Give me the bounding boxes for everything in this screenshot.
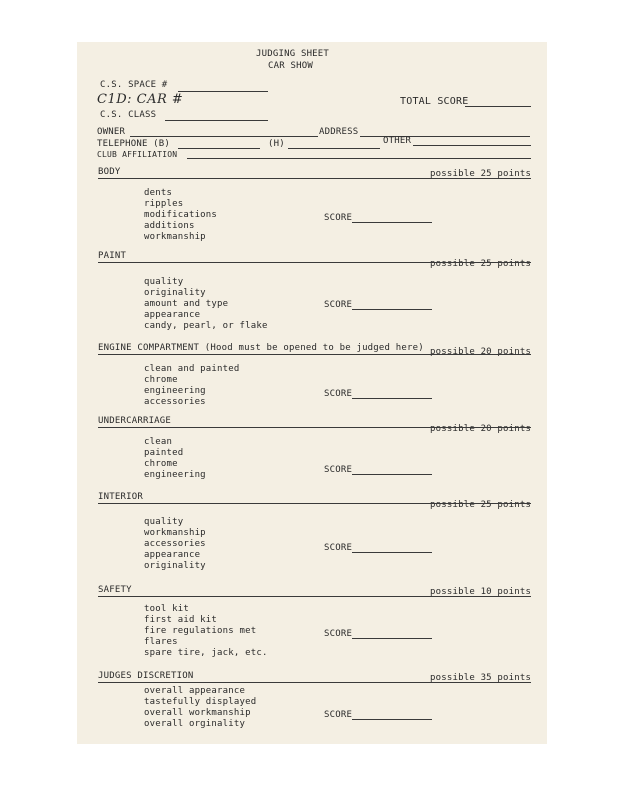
section-rule xyxy=(98,178,531,179)
score-line xyxy=(352,638,432,639)
criteria-item: dents xyxy=(144,188,173,198)
criteria-item: additions xyxy=(144,221,195,231)
criteria-item: engineering xyxy=(144,386,206,396)
section-title: ENGINE COMPARTMENT (Hood must be opened to be judged here) xyxy=(98,343,424,353)
section-rule xyxy=(98,262,531,263)
sheet-title: JUDGING SHEET xyxy=(256,49,330,59)
criteria-item: accessories xyxy=(144,539,206,549)
score-line xyxy=(352,398,432,399)
telephone-b-line xyxy=(178,148,260,149)
criteria-item: amount and type xyxy=(144,299,229,309)
section-title: INTERIOR xyxy=(98,492,143,502)
section-points: possible 10 points xyxy=(430,587,532,597)
criteria-item: tastefully displayed xyxy=(144,697,257,707)
total-score-label: TOTAL SCORE xyxy=(400,96,469,107)
criteria-item: candy, pearl, or flake xyxy=(144,321,268,331)
criteria-item: chrome xyxy=(144,375,178,385)
cs-space-line xyxy=(178,91,268,92)
criteria-item: clean xyxy=(144,437,173,447)
criteria-item: quality xyxy=(144,277,184,287)
club-affiliation-label: CLUB AFFILIATION xyxy=(97,150,178,159)
criteria-item: appearance xyxy=(144,550,201,560)
club-affiliation-line xyxy=(187,158,531,159)
score-label: SCORE xyxy=(324,543,353,553)
section-title: UNDERCARRIAGE xyxy=(98,416,172,426)
criteria-item: overall orginality xyxy=(144,719,246,729)
criteria-item: spare tire, jack, etc. xyxy=(144,648,268,658)
section-rule xyxy=(98,427,531,428)
criteria-item: originality xyxy=(144,288,206,298)
section-points: possible 25 points xyxy=(430,259,532,269)
criteria-item: originality xyxy=(144,561,206,571)
section-title: BODY xyxy=(98,167,121,177)
other-line xyxy=(413,145,531,146)
score-label: SCORE xyxy=(324,389,353,399)
score-label: SCORE xyxy=(324,213,353,223)
criteria-item: flares xyxy=(144,637,178,647)
criteria-item: appearance xyxy=(144,310,201,320)
criteria-item: first aid kit xyxy=(144,615,218,625)
section-points: possible 35 points xyxy=(430,673,532,683)
cs-class-line xyxy=(165,120,268,121)
criteria-item: fire regulations met xyxy=(144,626,257,636)
telephone-h-line xyxy=(288,148,380,149)
score-line xyxy=(352,552,432,553)
cs-class-label: C.S. CLASS xyxy=(100,110,157,120)
section-rule xyxy=(98,354,531,355)
criteria-item: overall appearance xyxy=(144,686,246,696)
sheet-subtitle: CAR SHOW xyxy=(268,61,313,71)
cs-space-label: C.S. SPACE # xyxy=(100,80,168,90)
section-points: possible 20 points xyxy=(430,424,532,434)
section-points: possible 25 points xyxy=(430,500,532,510)
criteria-item: painted xyxy=(144,448,184,458)
criteria-item: workmanship xyxy=(144,232,206,242)
criteria-item: accessories xyxy=(144,397,206,407)
score-label: SCORE xyxy=(324,300,353,310)
handwritten-entry: C1D: CAR # xyxy=(97,92,184,107)
score-line xyxy=(352,309,432,310)
total-score-line xyxy=(465,106,531,107)
section-title: PAINT xyxy=(98,251,127,261)
criteria-item: ripples xyxy=(144,199,184,209)
section-rule xyxy=(98,596,531,597)
criteria-item: overall workmanship xyxy=(144,708,251,718)
criteria-item: chrome xyxy=(144,459,178,469)
score-label: SCORE xyxy=(324,629,353,639)
criteria-item: workmanship xyxy=(144,528,206,538)
telephone-h-label: (H) xyxy=(268,139,285,149)
criteria-item: quality xyxy=(144,517,184,527)
section-points: possible 25 points xyxy=(430,169,532,179)
telephone-label: TELEPHONE (B) xyxy=(97,139,171,149)
score-line xyxy=(352,719,432,720)
owner-line xyxy=(130,136,318,137)
score-line xyxy=(352,222,432,223)
criteria-item: clean and painted xyxy=(144,364,240,374)
criteria-item: modifications xyxy=(144,210,218,220)
owner-label: OWNER xyxy=(97,127,126,137)
section-title: JUDGES DISCRETION xyxy=(98,671,194,681)
score-line xyxy=(352,474,432,475)
address-label: ADDRESS xyxy=(319,127,359,137)
other-label: OTHER xyxy=(383,136,412,146)
score-label: SCORE xyxy=(324,465,353,475)
score-label: SCORE xyxy=(324,710,353,720)
section-points: possible 20 points xyxy=(430,347,532,357)
section-title: SAFETY xyxy=(98,585,132,595)
section-rule xyxy=(98,682,531,683)
criteria-item: engineering xyxy=(144,470,206,480)
section-rule xyxy=(98,503,531,504)
criteria-item: tool kit xyxy=(144,604,189,614)
